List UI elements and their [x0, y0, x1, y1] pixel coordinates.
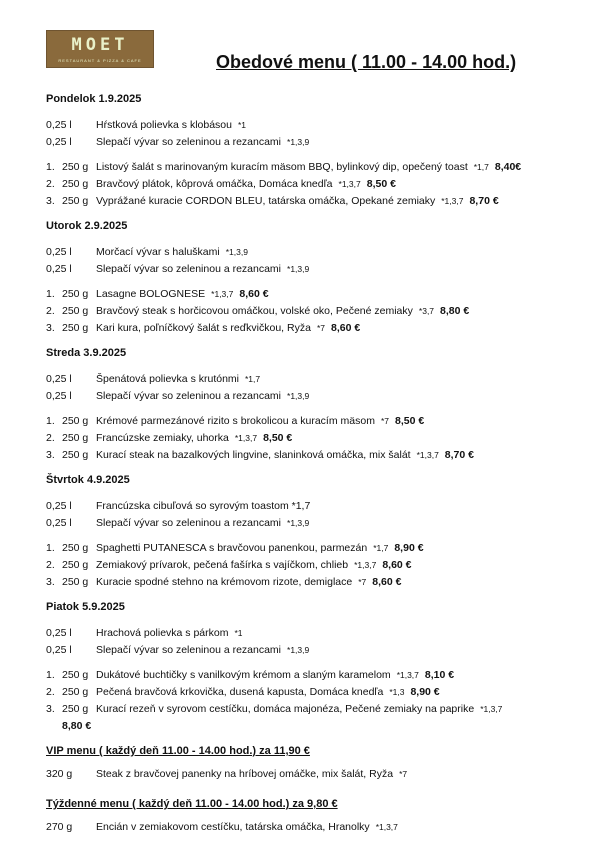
- page-title: Obedové menu ( 11.00 - 14.00 hod.): [216, 52, 517, 72]
- main-item: [46, 447, 566, 464]
- main-price: 8,70 €: [444, 449, 474, 461]
- main-qty: 250 g: [62, 686, 89, 698]
- main-item: [46, 413, 566, 430]
- soup-item: [46, 498, 566, 515]
- main-item: [46, 176, 566, 193]
- logo-word: MOET: [71, 35, 129, 55]
- soup-item: [46, 371, 566, 388]
- main-item: [46, 684, 566, 701]
- item-number: 3.: [46, 703, 55, 715]
- soup-name: Slepačí vývar so zeleninou a rezancami: [96, 644, 282, 656]
- soup-qty: 0,25 l: [46, 263, 72, 275]
- main-price: 8,70 €: [469, 195, 499, 207]
- main-name: Listový šalát s marinovaným kuracím mäsom BBQ, bylinkový dip, opečený toast: [96, 161, 468, 173]
- main-allergens: *7: [380, 416, 389, 426]
- main-price: 8,10 €: [424, 669, 455, 681]
- main-allergens: *1,3: [389, 687, 405, 697]
- soup-qty: 0,25 l: [46, 246, 72, 258]
- weekly-item: [46, 819, 566, 836]
- main-name: Bravčový steak s horčicovou omáčkou, volské oko, Pečené zemiaky: [96, 305, 413, 317]
- item-number: 1.: [46, 669, 55, 681]
- vip-title: VIP menu ( každý deň 11.00 - 14.00 hod.) za 11,90 €: [46, 745, 310, 757]
- main-allergens: *1,3,7: [338, 179, 361, 189]
- main-price: 8,60 €: [239, 288, 269, 300]
- soups-list: [46, 371, 566, 405]
- main-name: Pečená bravčová krkovička, dusená kapusta, Domáca knedľa: [96, 686, 384, 698]
- soup-qty: 0,25 l: [46, 517, 72, 529]
- soup-name: Slepačí vývar so zeleninou a rezancami: [96, 136, 282, 148]
- main-name: Kuracie spodné stehno na krémovom rizote, demiglace: [96, 576, 353, 588]
- soup-allergens: *1: [237, 120, 247, 130]
- main-qty: 250 g: [62, 542, 89, 554]
- weekly-section: [46, 797, 566, 836]
- soup-allergens: *1,3,9: [225, 247, 248, 257]
- day-section: [46, 600, 566, 735]
- soup-item: [46, 261, 566, 278]
- soup-allergens: *1,3,9: [287, 264, 310, 274]
- soups-list: [46, 498, 566, 532]
- main-name: Dukátové buchtičky s vanilkovým krémom a slaným karamelom: [96, 669, 391, 681]
- item-number: 1.: [46, 161, 55, 173]
- item-number: 2.: [46, 305, 55, 317]
- vip-qty: 320 g: [46, 768, 73, 780]
- vip-name: Steak z bravčovej panenky na hríbovej omáčke, mix šalát, Ryža: [96, 768, 394, 780]
- main-item: [46, 701, 566, 735]
- main-item: [46, 303, 566, 320]
- main-name: Krémové parmezánové rizito s brokolicou a kuracím mäsom: [96, 415, 375, 427]
- main-item: [46, 193, 566, 210]
- soup-qty: 0,25 l: [46, 390, 72, 402]
- day-heading: Utorok 2.9.2025: [46, 220, 128, 232]
- day-heading: Streda 3.9.2025: [46, 347, 127, 359]
- main-item: [46, 557, 566, 574]
- main-qty: 250 g: [62, 432, 89, 444]
- soup-allergens: *1,7: [245, 374, 261, 384]
- soup-allergens: *1,3,9: [287, 391, 310, 401]
- item-number: 3.: [46, 195, 55, 207]
- main-allergens: *1,3,7: [396, 670, 419, 680]
- main-allergens: *1,3,7: [441, 196, 464, 206]
- soup-qty: 0,25 l: [46, 644, 72, 656]
- main-price: 8,60 €: [372, 576, 402, 588]
- main-item: [46, 159, 566, 176]
- main-price: 8,50 €: [263, 432, 293, 444]
- main-qty: 250 g: [62, 288, 89, 300]
- item-number: 2.: [46, 559, 55, 571]
- soup-allergens: *1,3,9: [287, 137, 310, 147]
- soup-item: [46, 134, 566, 151]
- main-allergens: *1,3,7: [234, 433, 258, 443]
- main-price: 8,80 €: [62, 720, 92, 732]
- item-number: 2.: [46, 432, 55, 444]
- main-item: [46, 574, 566, 591]
- soup-allergens: *1,3,9: [287, 645, 310, 655]
- soup-item: [46, 388, 566, 405]
- soup-name: Slepačí vývar so zeleninou a rezancami: [96, 263, 282, 275]
- soup-item: [46, 642, 566, 659]
- main-price: 8,80 €: [440, 305, 470, 317]
- day-heading: Štvrtok 4.9.2025: [46, 474, 130, 486]
- main-qty: 250 g: [62, 305, 89, 317]
- vip-item: [46, 766, 566, 783]
- soup-name: Slepačí vývar so zeleninou a rezancami: [96, 517, 282, 529]
- soup-name: Francúzska cibuľová so syrovým toastom *1,7: [96, 500, 311, 512]
- weekly-name: Encián v zemiakovom cestíčku, tatárska omáčka, Hranolky: [96, 821, 370, 833]
- vip-allergens: *7: [399, 769, 408, 779]
- main-price: 8,60 €: [382, 559, 412, 571]
- main-name: Kurací rezeň v syrovom cestíčku, domáca majonéza, Pečené zemiaky na paprike: [96, 703, 475, 715]
- soup-item: [46, 625, 566, 642]
- main-item: [46, 540, 566, 557]
- main-name: Lasagne BOLOGNESE: [96, 288, 206, 300]
- main-price: 8,50 €: [366, 178, 396, 190]
- item-number: 1.: [46, 542, 55, 554]
- day-section: [46, 473, 566, 591]
- mains-list: [46, 667, 566, 735]
- soup-item: [46, 244, 566, 261]
- vip-section: [46, 744, 566, 783]
- item-number: 2.: [46, 178, 55, 190]
- soup-name: Slepačí vývar so zeleninou a rezancami: [96, 390, 282, 402]
- restaurant-logo: [46, 30, 154, 68]
- main-qty: 250 g: [62, 322, 89, 334]
- soup-allergens: *1,3,9: [287, 518, 310, 528]
- day-heading: Piatok 5.9.2025: [46, 601, 125, 613]
- main-name: Kurací steak na bazalkových lingvine, slaninková omáčka, mix šalát: [96, 449, 411, 461]
- soups-list: [46, 244, 566, 278]
- day-section: [46, 346, 566, 464]
- day-heading: Pondelok 1.9.2025: [46, 93, 142, 105]
- soup-item: [46, 117, 566, 134]
- menu-content: [46, 92, 566, 836]
- mains-list: [46, 159, 566, 210]
- main-price: 8,90 €: [394, 542, 424, 554]
- main-allergens: *7: [358, 577, 367, 587]
- main-qty: 250 g: [62, 195, 89, 207]
- soup-name: Hrachová polievka s párkom: [96, 627, 229, 639]
- main-qty: 250 g: [62, 449, 89, 461]
- weekly-allergens: *1,3,7: [375, 822, 398, 832]
- main-name: Bravčový plátok, kôprová omáčka, Domáca knedľa: [96, 178, 333, 190]
- main-allergens: *1,3,7: [354, 560, 377, 570]
- soup-qty: 0,25 l: [46, 500, 72, 512]
- main-qty: 250 g: [62, 576, 89, 588]
- main-qty: 250 g: [62, 703, 89, 715]
- main-item: [46, 320, 566, 337]
- item-number: 3.: [46, 322, 55, 334]
- main-qty: 250 g: [62, 559, 89, 571]
- main-allergens: *1,7: [373, 543, 389, 553]
- soup-qty: 0,25 l: [46, 627, 72, 639]
- main-item: [46, 286, 566, 303]
- main-item: [46, 430, 566, 447]
- main-allergens: *1,3,7: [480, 704, 503, 714]
- main-item: [46, 667, 566, 684]
- soup-item: [46, 515, 566, 532]
- soups-list: [46, 117, 566, 151]
- soup-qty: 0,25 l: [46, 119, 72, 131]
- main-allergens: *1,3,7: [416, 450, 439, 460]
- main-name: Spaghetti PUTANESCA s bravčovou panenkou, parmezán: [96, 542, 368, 554]
- logo-tagline: RESTAURANT & PIZZA & CAFE: [58, 58, 142, 63]
- soup-name: Morčací vývar s haluškami: [96, 246, 220, 258]
- main-price: 8,40€: [494, 161, 522, 173]
- item-number: 2.: [46, 686, 55, 698]
- main-price: 8,60 €: [330, 322, 361, 334]
- main-allergens: *1,3,7: [211, 289, 234, 299]
- mains-list: [46, 286, 566, 337]
- main-qty: 250 g: [62, 161, 89, 173]
- main-name: Kari kura, poľníčkový šalát s reďkvičkou, Ryža: [96, 322, 311, 334]
- main-qty: 250 g: [62, 669, 89, 681]
- main-allergens: *1,7: [473, 162, 489, 172]
- soups-list: [46, 625, 566, 659]
- item-number: 3.: [46, 576, 55, 588]
- day-section: [46, 219, 566, 337]
- soup-name: Hŕstková polievka s klobásou: [96, 119, 232, 131]
- item-number: 1.: [46, 288, 55, 300]
- main-qty: 250 g: [62, 415, 89, 427]
- main-price: 8,50 €: [394, 415, 425, 427]
- day-section: [46, 92, 566, 210]
- soup-qty: 0,25 l: [46, 136, 72, 148]
- item-number: 1.: [46, 415, 55, 427]
- mains-list: [46, 413, 566, 464]
- soup-allergens: *1: [234, 628, 243, 638]
- main-name: Zemiakový prívarok, pečená fašírka s vajíčkom, chlieb: [96, 559, 349, 571]
- days-list: [46, 92, 566, 735]
- main-price: 8,90 €: [410, 686, 440, 698]
- soup-name: Špenátová polievka s krutónmi: [96, 373, 239, 385]
- mains-list: [46, 540, 566, 591]
- main-allergens: *3,7: [418, 306, 435, 316]
- main-allergens: *7: [316, 323, 325, 333]
- item-number: 3.: [46, 449, 55, 461]
- main-name: Francúzske zemiaky, uhorka: [96, 432, 229, 444]
- main-qty: 250 g: [62, 178, 89, 190]
- weekly-qty: 270 g: [46, 821, 73, 833]
- weekly-title: Týždenné menu ( každý deň 11.00 - 14.00 hod.) za 9,80 €: [46, 798, 338, 810]
- soup-qty: 0,25 l: [46, 373, 72, 385]
- main-name: Vyprážané kuracie CORDON BLEU, tatárska omáčka, Opekané zemiaky: [96, 195, 436, 207]
